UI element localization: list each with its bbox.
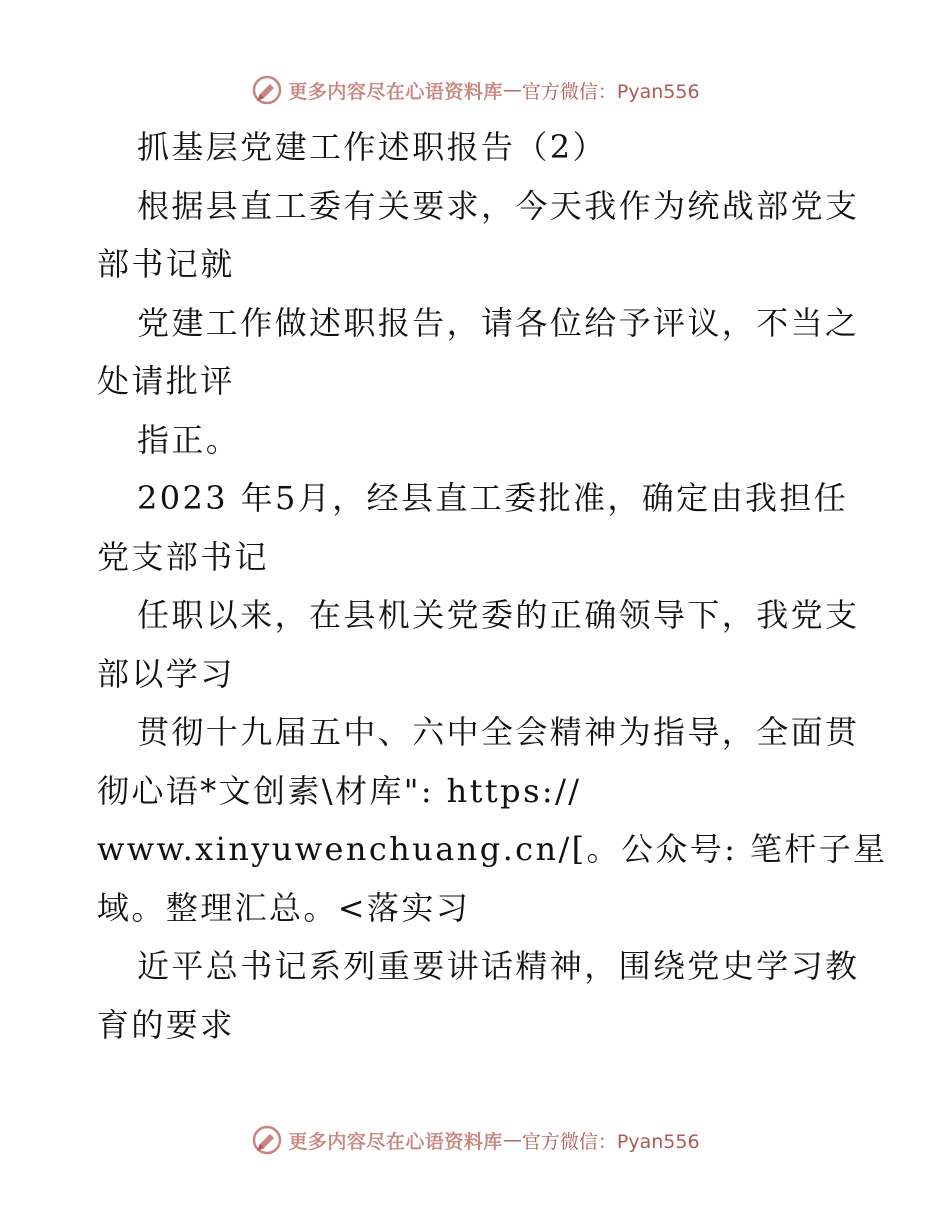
watermark-header: [0, 70, 950, 110]
paragraph-line: 贯彻十九届五中、六中全会精神为指导，全面贯: [137, 713, 860, 751]
pen-circle-logo-icon: [250, 73, 284, 107]
paragraph-line: 部书记就: [97, 245, 235, 283]
paragraph-line: 近平总书记系列重要讲话精神，围绕党史学习教: [137, 947, 860, 985]
watermark-brand: 更多内容尽在心语资料库: [288, 1130, 503, 1153]
paragraph-line: 党支部书记: [97, 537, 270, 576]
paragraph-line: 域。整理汇总。<落实习: [97, 888, 471, 927]
watermark-footer: [0, 1120, 950, 1160]
document-title: 抓基层党建工作述职报告（2）: [137, 128, 607, 166]
paragraph-line: 处请批评: [97, 362, 235, 400]
paragraph-line: 2023 年5月，经县直工委批准，确定由我担任: [137, 479, 849, 517]
pen-circle-logo-icon: [250, 1123, 284, 1157]
paragraph-line: www.xinyuwenchuang.cn/[。公众号: 笔杆子星: [97, 830, 888, 868]
paragraph-line: 指正。: [137, 420, 241, 459]
document-body: [97, 118, 888, 1054]
watermark-brand: 更多内容尽在心语资料库: [288, 80, 503, 103]
paragraph-line: 党建工作做述职报告，请各位给予评议，不当之: [137, 303, 860, 342]
watermark-official: 官方微信：Pyan556: [521, 80, 700, 103]
paragraph-line: 部以学习: [97, 654, 235, 693]
watermark-official: 官方微信：Pyan556: [521, 1130, 700, 1153]
watermark-separator: —: [502, 1129, 522, 1151]
paragraph-line: 育的要求: [97, 1005, 235, 1044]
paragraph-line: 任职以来，在县机关党委的正确领导下，我党支: [137, 596, 860, 634]
paragraph-line: 彻心语*文创素\材库": https://: [97, 771, 582, 810]
paragraph-line: 根据县直工委有关要求，今天我作为统战部党支: [137, 186, 860, 225]
watermark-separator: —: [502, 79, 522, 101]
